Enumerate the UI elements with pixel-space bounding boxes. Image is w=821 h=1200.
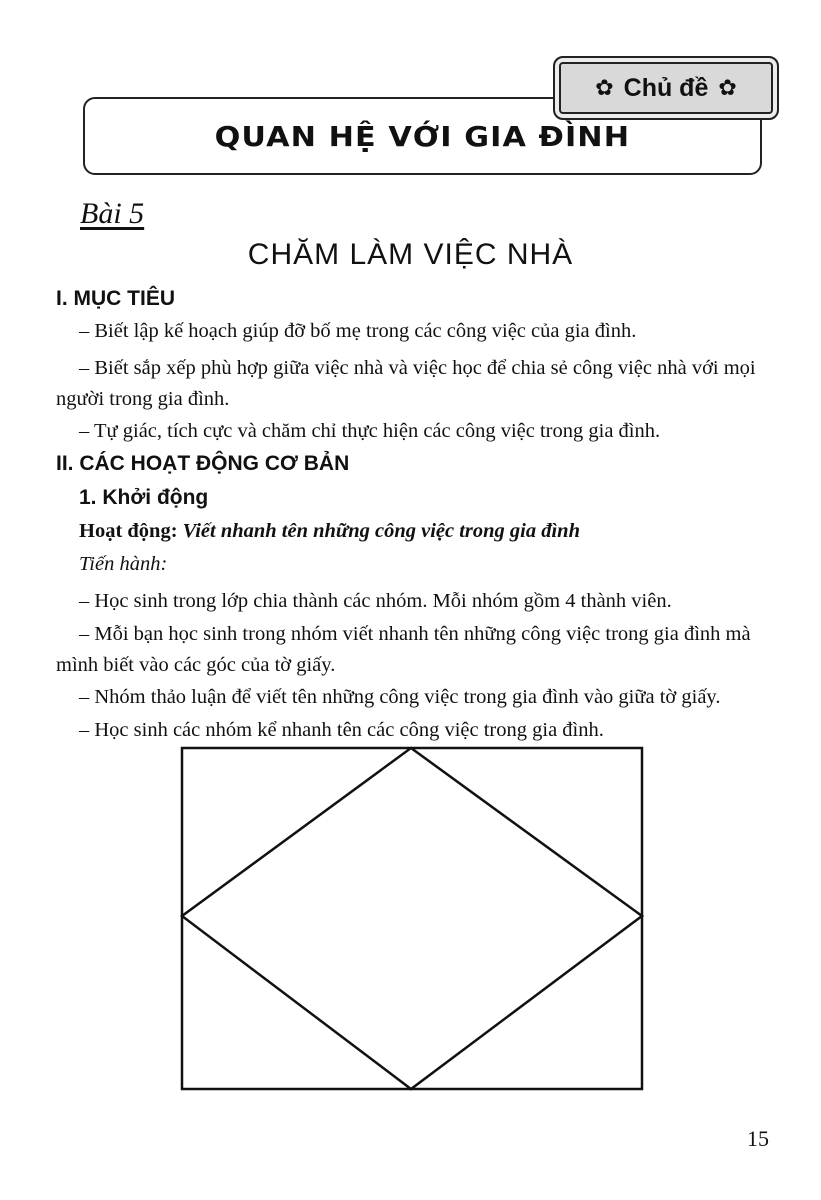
activity-name: Viết nhanh tên những công việc trong gia đình — [182, 520, 580, 542]
step-item: – Học sinh trong lớp chia thành các nhóm. Mỗi nhóm gồm 4 thành viên. — [79, 590, 672, 612]
section-heading-objectives: I. MỤC TIÊU — [56, 287, 175, 310]
procedure-label: Tiến hành: — [79, 553, 168, 575]
section-heading-activities: II. CÁC HOẠT ĐỘNG CƠ BẢN — [56, 452, 350, 475]
topic-tab — [553, 56, 779, 120]
step-item: – Nhóm thảo luận để viết tên những công việc trong gia đình vào giữa tờ giấy. — [79, 686, 721, 708]
objective-item: – Biết lập kế hoạch giúp đỡ bố mẹ trong các công việc của gia đình. — [79, 320, 637, 342]
topic-label: Chủ đề — [623, 73, 709, 102]
center-diamond — [182, 748, 642, 1089]
lesson-title: CHĂM LÀM VIỆC NHÀ — [247, 238, 574, 271]
page-number: 15 — [747, 1126, 769, 1151]
placemat-diagram — [180, 746, 644, 1092]
lesson-label: Bài 5 — [80, 197, 145, 230]
flower-icon: ✿ — [595, 75, 614, 100]
step-item: – Mỗi bạn học sinh trong nhóm viết nhanh tên những công việc trong gia đình mà mình biết vào các góc của tờ giấy. — [56, 623, 751, 676]
activity-label: Hoạt động: — [79, 520, 178, 542]
topic-title: QUAN HỆ VỚI GIA ĐÌNH — [214, 119, 631, 153]
paper-outline — [182, 748, 642, 1089]
flower-icon: ✿ — [718, 75, 737, 100]
step-item: – Học sinh các nhóm kể nhanh tên các công việc trong gia đình. — [79, 719, 604, 741]
objective-item: – Biết sắp xếp phù hợp giữa việc nhà và việc học để chia sẻ công việc nhà với mọi người trong gia đình. — [56, 357, 756, 410]
activity-line — [79, 520, 580, 543]
subsection-heading-warmup: 1. Khởi động — [79, 486, 209, 509]
objective-item: – Tự giác, tích cực và chăm chỉ thực hiện các công việc trong gia đình. — [79, 420, 661, 442]
